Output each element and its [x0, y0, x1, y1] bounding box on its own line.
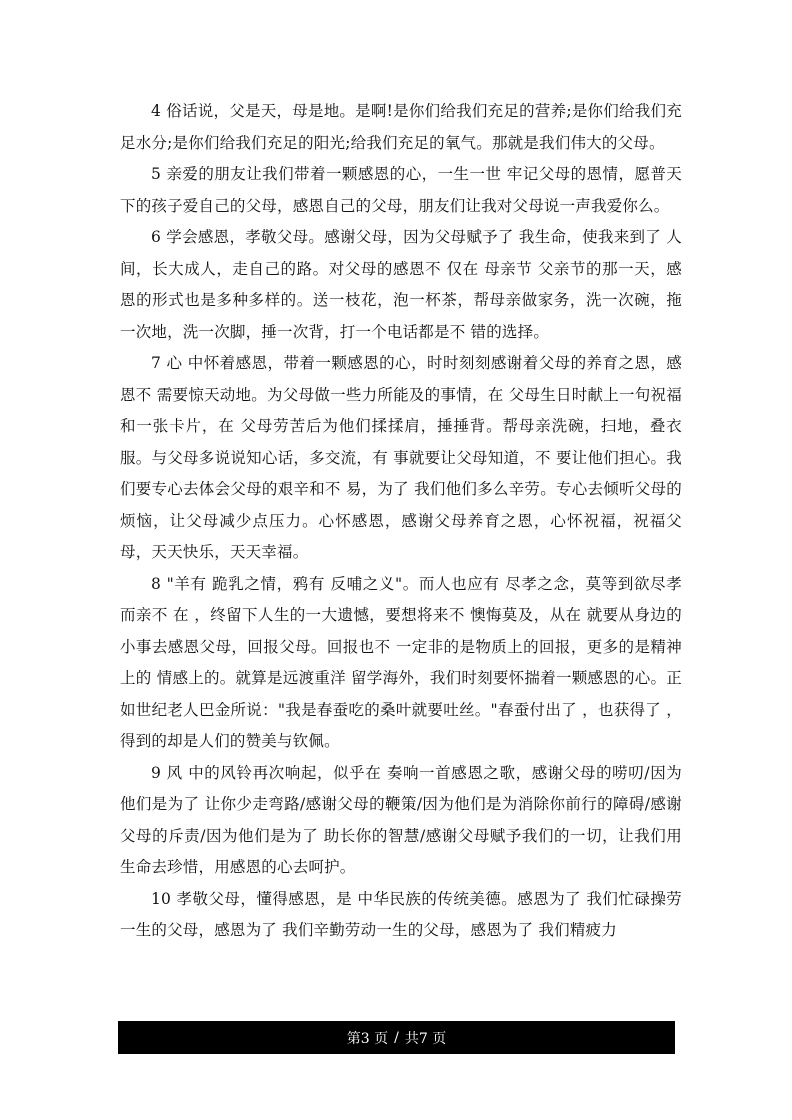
page-footer [118, 1021, 675, 1054]
paragraph-5: 5 亲爱的朋友让我们带着一颗感恩的心，一生一世 牢记父母的恩情，愿普天下的孩子爱自己的父母，感恩自己的父母，朋友们让我对父母说一声我爱你么。 [120, 165, 682, 215]
document-body [120, 96, 682, 947]
page-separator: / [394, 1029, 399, 1046]
paragraph-6: 6 学会感恩，孝敬父母。感谢父母，因为父母赋予了 我生命，使我来到了 人间，长大成人，走自己的路。对父母的感恩不 仅在 母亲节 父亲节的那一天，感恩的形式也是多种多样的。送一枝花，泡一杯茶，帮母亲做家务，洗一次碗，拖一次地，洗一次脚，捶一次背，打一个电话都是不 错的选择。 [120, 228, 682, 341]
paragraph-8: 8 "羊有 跪乳之情，鸦有 反哺之义"。而人也应有 尽孝之念，莫等到欲尽孝而亲不 在 ，终留下人生的一大遗憾，要想将来不 懊悔莫及，从在 就要从身边的小事去感恩父母，回报父母。回报也不 一定非的是物质上的回报，更多的是精神上的 情感上的。就算是远渡重洋 留学海外，我们时刻要怀揣着一颗感恩的心。正如世纪老人巴金所说："我是春蚕吃的桑叶就要吐丝。"春蚕付出了 ，也获得了 ，得到的却是人们的赞美与钦佩。 [120, 574, 682, 750]
paragraph-10: 10 孝敬父母，懂得感恩，是 中华民族的传统美德。感恩为了 我们忙碌操劳一生的父母，感恩为了 我们辛勤劳动一生的父母，感恩为了 我们精疲力 [120, 889, 682, 939]
paragraph-9: 9 风 中的风铃再次响起，似乎在 奏响一首感恩之歌，感谢父母的唠叨/因为他们是为了 让你少走弯路/感谢父母的鞭策/因为他们是为消除你前行的障碍/感谢父母的斥责/因为他们是为了 助长你的智慧/感谢父母赋予我们的一切，让我们用生命去珍惜，用感恩的心去呵护。 [120, 763, 682, 876]
page-number: 第3 页 [346, 1030, 389, 1047]
paragraph-4: 4 俗话说，父是天，母是地。是啊!是你们给我们充足的营养;是你们给我们充足水分;是你们给我们充足的阳光;给我们充足的氧气。那就是我们伟大的父母。 [120, 102, 682, 152]
paragraph-7: 7 心 中怀着感恩，带着一颗感恩的心，时时刻刻感谢着父母的养育之恩，感恩不 需要惊天动地。为父母做一些力所能及的事情，在 父母生日时献上一句祝福和一张卡片，在 父母劳苦后为他们揉揉肩，捶捶背。帮母亲洗碗，扫地，叠衣服。与父母多说说知心话，多交流，有 事就要让父母知道，不 要让他们担心。我们要专心去体会父母的艰辛和不 易，为了 我们他们多么辛劳。专心去倾听父母的烦恼，让父母减少点压力。心怀感恩，感谢父母养育之恩，心怀祝福，祝福父母，天天快乐，天天幸福。 [120, 354, 682, 561]
page-total: 共7 页 [404, 1030, 447, 1047]
